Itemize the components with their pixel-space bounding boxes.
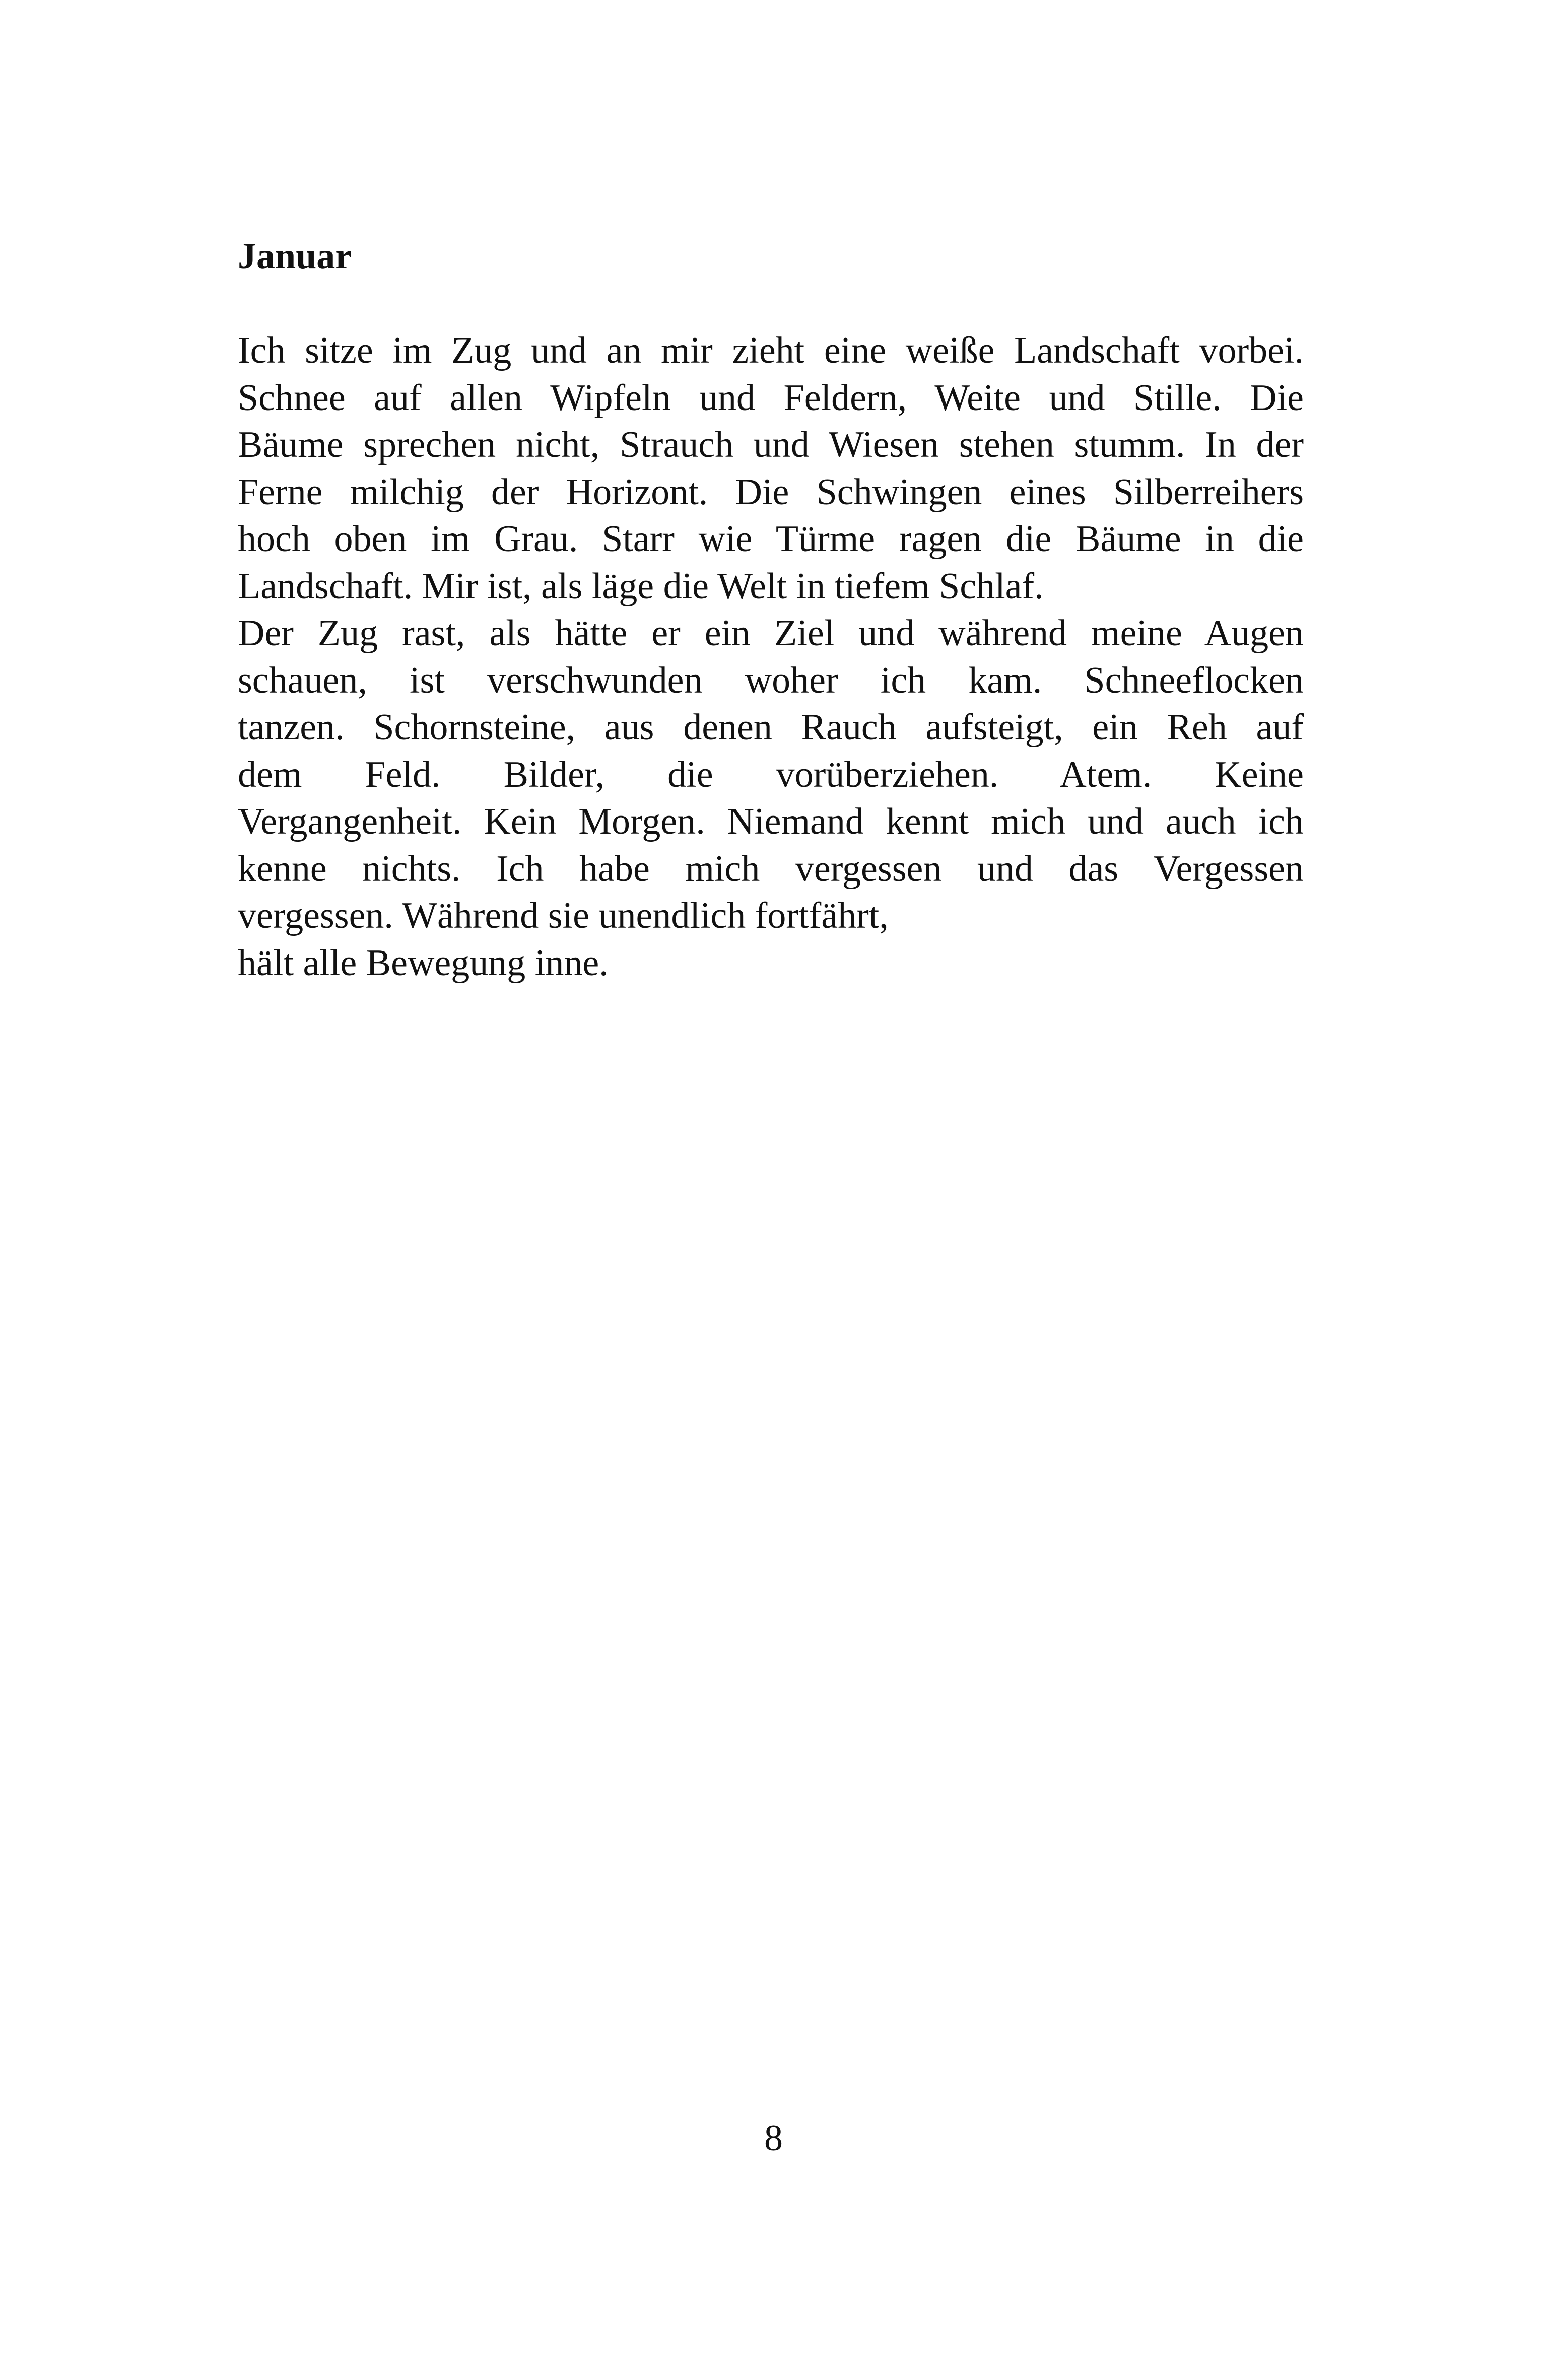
text-line: tanzen. Schornsteine, aus denen Rauch aufsteigt, ein Reh auf <box>238 707 1304 748</box>
chapter-heading: Januar <box>238 236 352 277</box>
text-block <box>238 233 1304 987</box>
text-line: Ich sitze im Zug und an mir zieht eine weiße Landschaft vorbei. <box>238 330 1304 371</box>
page-number: 8 <box>764 2118 783 2159</box>
text-line: dem Feld. Bilder, die vorüberziehen. Atem. Keine <box>238 754 1304 795</box>
text-line: Vergangenheit. Kein Morgen. Niemand kennt mich und auch ich <box>238 801 1304 842</box>
text-line: Der Zug rast, als hätte er ein Ziel und während meine Augen <box>238 613 1304 654</box>
text-line: Landschaft. Mir ist, als läge die Welt in tiefem Schlaf. <box>238 565 1044 607</box>
text-line: hoch oben im Grau. Starr wie Türme ragen die Bäume in die <box>238 518 1304 560</box>
text-line: hält alle Bewegung inne. <box>238 942 609 984</box>
text-line: vergessen. Während sie unendlich fortfährt, <box>238 895 889 936</box>
body-paragraph <box>238 327 1304 987</box>
text-line: Schnee auf allen Wipfeln und Feldern, Weite und Stille. Die <box>238 377 1304 419</box>
text-line: Bäume sprechen nicht, Strauch und Wiesen stehen stumm. In der <box>238 424 1304 465</box>
text-line: Ferne milchig der Horizont. Die Schwingen eines Silberreihers <box>238 471 1304 513</box>
text-line: schauen, ist verschwunden woher ich kam. Schneeflocken <box>238 659 1304 701</box>
text-line: kenne nichts. Ich habe mich vergessen und das Vergessen <box>238 848 1304 890</box>
